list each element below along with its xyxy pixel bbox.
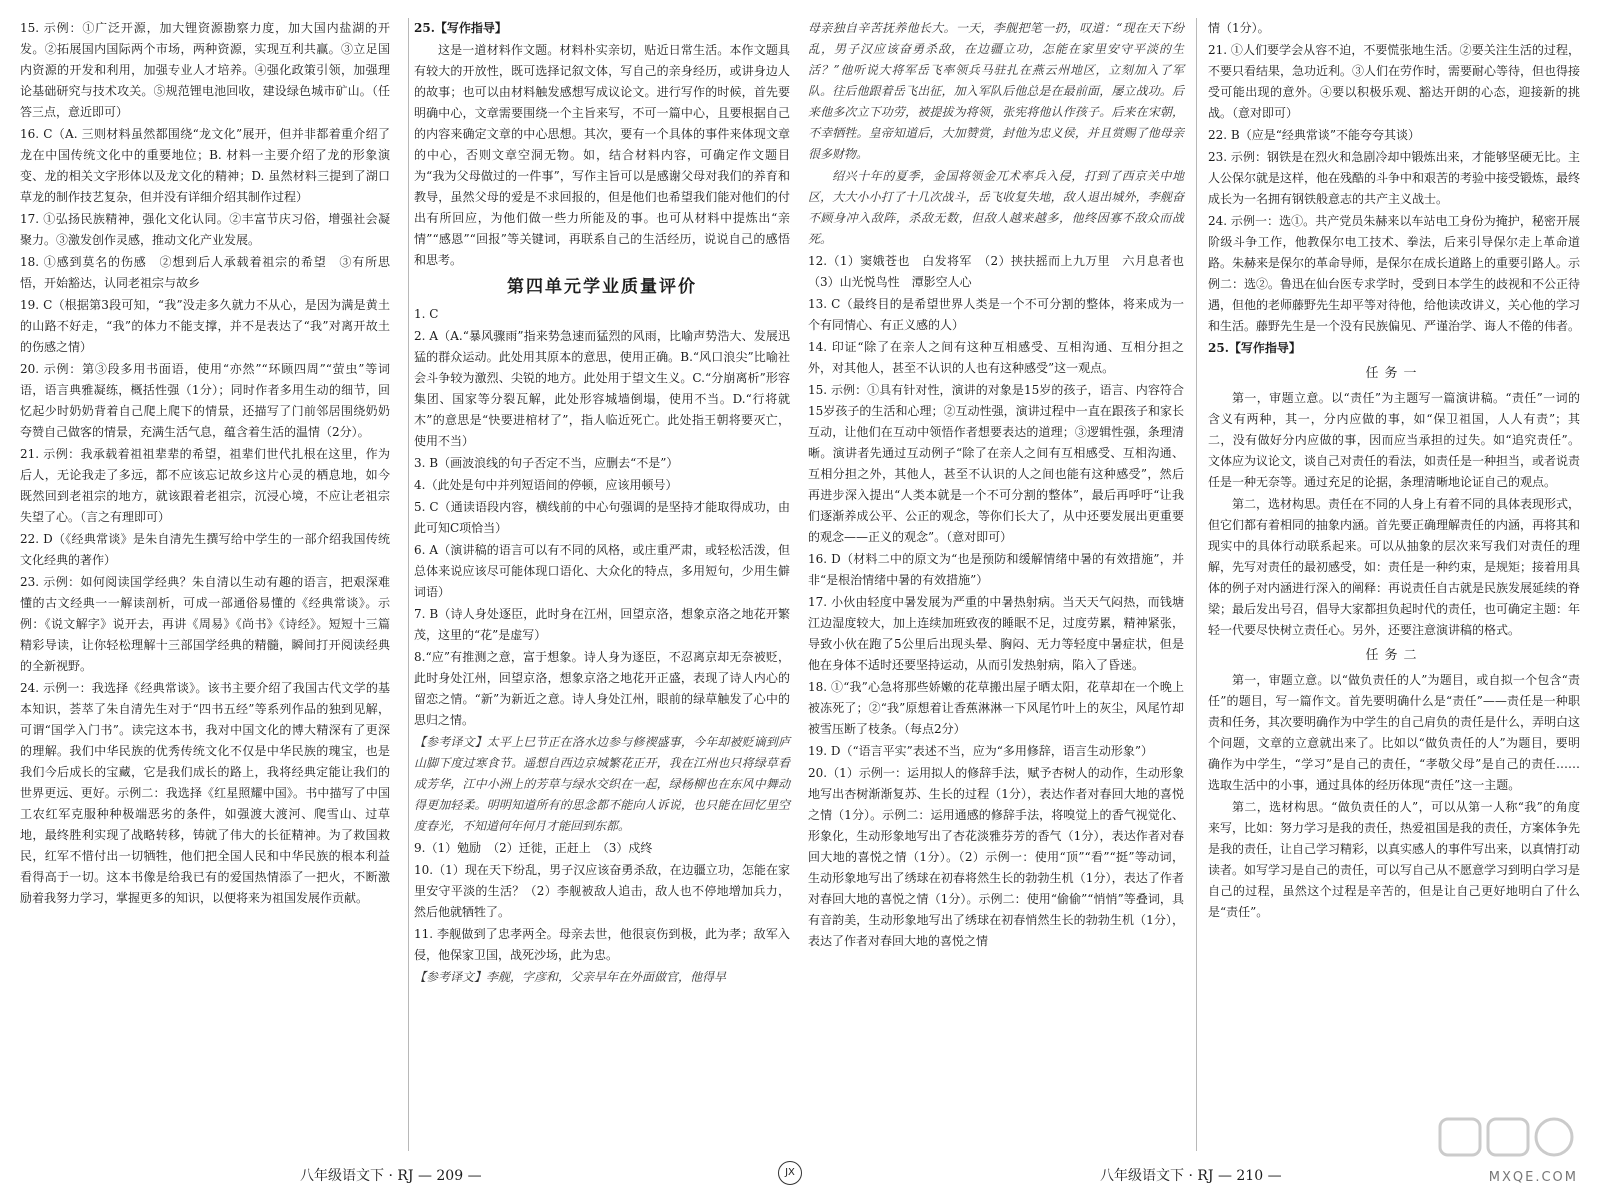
answer-paragraph: 情（1分）。: [1208, 21, 1270, 35]
guidance-paragraph: 第二，选材构思。责任在不同的人身上有着不同的具体表现形式，但它们都有着相同的抽象内涵。首先要正确理解责任的内涵，再将其和现实中的具体行动联系起来。可以从抽象的层次来写我们对责任的理解，先写对责任的最初感受，如：责任是一种约束，是规矩；接着用具体的例子对内涵进行深入的阐释：再说责任自古就是民族发展延续的脊梁；最后发出号召，倡导大家都担负起时代的责任，也可确定主题：年轻一代要尽快树立责任心。另外，还要注意演讲稿的格式。: [1208, 497, 1581, 637]
answer-paragraph: 1. C: [414, 307, 439, 321]
answer-paragraph: 11. 李舰做到了忠孝两全。母亲去世，他很哀伤到极，此为孝；敌军入侵，他保家卫国，战死沙场，此为忠。: [414, 927, 790, 962]
answer-paragraph: 22. B（应是“经典常谈”不能夸夸其谈）: [1208, 128, 1420, 142]
answer-paragraph: 8.“应”有推测之意，富于想象。诗人身为逐臣，不忍离京却无奈被贬，此时身处江州，回望京洛，想象京洛之地花开正盛，表现了诗人内心的留恋之情。“新”为新近之意。诗人身处江州，眼前的绿草触发了心中的思归之情。: [414, 650, 790, 727]
translation-paragraph: 绍兴十年的夏季，金国将领金兀术率兵入侵，打到了西京关中地区，大大小小打了十几次战斗，岳飞收复失地，敌人退出城外，李舰奋不顾身冲入敌阵，杀敌无数，但敌人越来越多，他终因寡不敌众而战死。: [808, 169, 1184, 246]
page-footer-left: 八年级语文下 · RJ — 209 —: [300, 1168, 482, 1184]
translation-paragraph: 母亲独自辛苦抚养他长大。一天，李舰把笔一扔，叹道：“现在天下纷乱，男子汉应该奋勇杀敌，在边疆立功，怎能在家里安守平淡的生活？”他听说大将军岳飞率领兵马驻扎在燕云州地区，立刻加入了军队。往后他跟着岳飞出征，加入军队后他总是在最前面，屡立战功。后来他多次立下功劳，被提拔为将领，张宪将他认作孩子。后来在宋朝，不幸牺牲。皇帝知道后，大加赞赏，封他为忠义侯，并且赏赐了他母亲很多财物。: [808, 21, 1184, 161]
answer-paragraph: 17. 小伙由轻度中暑发展为严重的中暑热射病。当天天气闷热，而钱塘江边湿度较大，加上连续加班致夜的睡眠不足，过度劳累，精神紧张，导致小伙在跑了5公里后出现头晕、胸闷、无力等轻度中暑症状，但是他在身体不适时还要坚持运动，从而引发热射病，陷入了昏迷。: [808, 595, 1184, 672]
answer-paragraph: 3. B（画波浪线的句子否定不当，应删去“不是”）: [414, 456, 679, 470]
guidance-paragraph: 第二，选材构思。“做负责任的人”，可以从第一人称“我”的角度来写，比如：努力学习是我的责任，热爱祖国是我的责任，方案体争先是我的责任，让自己学习精彩，以真实感人的事件写出来，以真情打动读者。如写学习是自己的责任，可以写自己从不愿意学习到明白学习是自己的过程，虽然这个过程是辛苦的，但是让自己更好地明白了什么是“责任”。: [1208, 800, 1581, 919]
column-4: [1208, 18, 1580, 1161]
answer-paragraph: 24. 示例一：我选择《经典常谈》。该书主要介绍了我国古代文学的基本知识，荟萃了朱自清先生对于“四书五经”等系列作品的独到见解，可谓“国学入门书”。读完这本书，我对中国文化的博大精深有了更深的理解。我们中华民族的优秀传统文化不仅是中华民族的瑰宝，也是我们今后成长的宝藏，它是我们成长的路上，我将经典定能让我们的世界更远、更好。示例二：我选择《红星照耀中国》。书中描写了中国工农红军克服种种极端恶劣的条件，如强渡大渡河、爬雪山、过草地，最终胜利实现了战略转移，铸就了伟大的长征精神。为了救国救民，红军不惜付出一切牺牲，他们把全国人民和中华民族的根本利益看得高于一切。这本书像是给我已有的爱国热情添了一把火，不断激励着我努力学习，掌握更多的知识，以便将来为祖国发展作贡献。: [20, 681, 390, 905]
jx-badge: JX: [778, 1161, 802, 1185]
column-divider: [408, 18, 409, 1151]
watermark-text: MXQE.COM: [1488, 1170, 1578, 1185]
answer-paragraph: 5. C（通读语段内容，横线前的中心句强调的是坚持才能取得成功，由此可知C项恰当）: [414, 500, 790, 535]
translation-paragraph: 【参考译文】李舰，字彦和，父亲早年在外面做官，他得早: [414, 970, 727, 984]
answer-paragraph: 9.（1）勉励 （2）迁徙，正赶上 （3）戍终: [414, 841, 653, 855]
answer-paragraph: 21. ①人们要学会从容不迫，不要慌张地生活。②要关注生活的过程，不要只看结果，急功近利。③人们在劳作时，需要耐心等待，但也得接受可能出现的意外。④要以积极乐观、豁达开朗的心态，迎接新的挑战。（意对即可）: [1208, 43, 1581, 120]
answer-paragraph: 15. 示例：①具有针对性，演讲的对象是15岁的孩子，语言、内容符合15岁孩子的生活和心理；②互动性强，演讲过程中一直在跟孩子和家长互动，让他们在互动中领悟作者想要表达的道理；③逻辑性强，条理清晰。演讲者先通过互动例子“除了在亲人之间有互相感受、互相沟通、互相分担之外，其他人，甚至不认识的人之间也能有这种感受”，然后再进步深入提出“人类本就是一个不可分割的整体”，最后再呼吁“让我们逐渐养成公平、公正的观念，等你们长大了，从中还要发展出更重要的观念——正义的观念”。（意对即可）: [808, 383, 1184, 544]
column-1: [20, 18, 390, 1161]
guidance-paragraph: 这是一道材料作文题。材料朴实亲切，贴近日常生活。本作文题具有较大的开放性，既可选择记叙文体，写自己的亲身经历，或讲身边人的故事；也可以由材料触发感想写成议论文。进行写作的时候，首先要明确中心，文章需要围绕一个主旨来写，不可一篇中心，且要根据自己的内容来确定文章的中心思想。其次，要有一个具体的事件来体现文章的中心，否则文章空洞无物。如，结合材料内容，可确定作文题目为“我为父母做过的一件事”，写作主旨可以是感谢父母对我们的养育和教导，虽然父母的爱是不求回报的，但是他们也希望我们能对他们的付出有所回应，为他们做一些力所能及的事。也可从材料中提炼出“亲情”“感恩”“回报”等关键词，再联系自己的生活经历，说说自己的感悟和思考。: [414, 43, 790, 267]
answer-paragraph: 2. A（A.“暴风骤雨”指来势急速而猛烈的风雨，比喻声势浩大、发展迅猛的群众运动。此处用其原本的意思，使用正确。B.“风口浪尖”比喻社会斗争较为激烈、尖锐的地方。此处用于望文生义。C.“分崩离析”形容集团、国家等分裂瓦解，此处形容城墙倒塌，使用不当。D.“行将就木”的意思是“快要进棺材了”，指人临近死亡。此处指王朝将要灭亡，使用不当）: [414, 329, 790, 448]
right-page: [808, 18, 1580, 1161]
column-3: [808, 18, 1197, 1161]
answer-paragraph: 19. C（根据第3段可知，“我”没走多久就力不从心，是因为满是黄土的山路不好走，“我”的体力不能支撑，并不是表达了“我”对离开故土的伤感之情）: [20, 298, 390, 354]
answer-paragraph: 17. ①弘扬民族精神，强化文化认同。②丰富节庆习俗，增强社会凝聚力。③激发创作灵感，推动文化产业发展。: [20, 212, 390, 247]
task-heading: 任务二: [1365, 648, 1423, 663]
answer-paragraph: 18. ①“我”心急将那些娇嫩的花草搬出屋子晒太阳，花草却在一个晚上被冻死了；②“我”原想着让香蕉淋淋一下风尾竹叶上的灰尘，风尾竹却被雪压断了枝条。（每点2分）: [808, 680, 1184, 736]
answer-paragraph: 20.（1）示例一：运用拟人的修辞手法，赋予杏树人的动作，生动形象地写出杏树渐渐复苏、生长的过程（1分），表达作者对春回大地的喜悦之情（1分）。示例二：运用通感的修辞手法，将嗅觉上的香气视觉化、形象化，生动形象地写出了杏花淡雅芬芳的香气（1分），表达作者对春回大地的喜悦之情（1分）。（2）示例一：使用“顶”“看”“挺”等动词，生动形象地写出了绣球在初春将然生长的勃勃生机（1分），表达了作者对春回大地的喜悦之情（1分）。示例二：使用“偷偷”“悄悄”等叠词，具有音韵美，生动形象地写出了绣球在初春悄然生长的勃勃生机（1分），表达了作者对春回大地的喜悦之情: [808, 766, 1184, 948]
answer-paragraph: 10.（1）现在天下纷乱，男子汉应该奋勇杀敌，在边疆立功，怎能在家里安守平淡的生活？（2）李舰被敌人追击，敌人也不停地增加兵力，然后他就牺牲了。: [414, 863, 790, 919]
answer-paragraph: 24. 示例一：选①。共产党员朱赫来以车站电工身份为掩护，秘密开展阶级斗争工作，他教保尔电工技术、拳法，后来引导保尔走上革命道路。朱赫来是保尔的革命导师，是保尔在成长道路上的重要引路人。示例二：选②。鲁迅在仙台医专求学时，受到日本学生的歧视和不公正待遇，但他的老师藤野先生却平等对待他，给他读改讲义，关心他的学习和生活。藤野先生是一个没有民族偏见、严谨治学、诲人不倦的伟者。: [1208, 214, 1581, 333]
left-page: [20, 18, 798, 1161]
answer-paragraph: 12.（1）窦娥苍也 白发将军 （2）挟扶摇而上九万里 六月息者也 （3）山光悦鸟性 潭影空人心: [808, 254, 1197, 289]
section-tag: 25.【写作指导】: [414, 21, 507, 35]
answer-paragraph: 20. 示例：第③段多用书面语，使用“亦然”“环顾四周”“萤虫”等词语，语言典雅凝练，概括性强（1分）；同时作者多用生动的细节，回忆起少时奶奶背着自己爬上爬下的情景，还描写了门前邻居围绕奶奶夸赞自己做客的情景，充满生活气息，蕴含着生活的温情（2分）。: [20, 362, 390, 439]
guidance-paragraph: 第一，审题立意。以“责任”为主题写一篇演讲稿。“责任”一词的含义有两种，其一，分内应做的事，如“保卫祖国，人人有责”；其二，没有做好分内应做的事，因而应当承担的过失。如“追究责任”。文体应为议论文，谈自己对责任的看法，如责任是一种担当，或者说责任是一种无奈等。通过充足的论据，条理清晰地论证自己的观点。: [1208, 391, 1581, 489]
answer-paragraph: 4.（此处是句中并列短语间的停顿，应该用顿号）: [414, 478, 678, 492]
answer-paragraph: 14. 印证“除了在亲人之间有这种互相感受、互相沟通、互相分担之外，对其他人，甚至不认识的人也有这种感受”这一观点。: [808, 340, 1184, 375]
page-footer-right: 八年级语文下 · RJ — 210 —: [1100, 1168, 1282, 1184]
watermark-logo-icon: [1432, 1113, 1582, 1177]
task-heading: 任务一: [1365, 366, 1423, 381]
answer-paragraph: 23. 示例：如何阅读国学经典？朱自清以生动有趣的语言，把艰深难懂的古文经典一一解读剖析，可成一部通俗易懂的《经典常谈》。示例：《说文解字》说开去，再讲《周易》《尚书》《诗经》。短短十三篇精彩导读，让你轻松理解十三部国学经典的精髓，瞬间打开阅读经典的全新视野。: [20, 575, 390, 673]
answer-paragraph: 7. B（诗人身处逐臣，此时身在江州，回望京洛，想象京洛之地花开繁茂，这里的“花”是虚写）: [414, 607, 790, 642]
translation-paragraph: 【参考译文】太平上巳节正在洛水边参与修禊盛事，今年却被贬谪到庐山脚下度过寒食节。遥想自西边京城繁花正开，我在江州也只将绿草看成芳华，江中小洲上的芳草与绿水交织在一起，绿杨柳也在东风中舞动得更加轻柔。明明知道所有的思念都不能向人诉说，也只能在回忆里空度春光，不知道何年何月才能回到东都。: [414, 735, 790, 833]
section-tag: 25.【写作指导】: [1208, 341, 1301, 355]
answer-paragraph: 23. 示例：钢铁是在烈火和急剧冷却中锻炼出来，才能够坚硬无比。主人公保尔就是这样，他在残酷的斗争中和艰苦的考验中接受锻炼，最终成长为一名拥有钢铁般意志的共产主义战士。: [1208, 150, 1581, 206]
answer-paragraph: 6. A（演讲稿的语言可以有不同的风格，或庄重严肃，或轻松活泼，但总体来说应该尽可能体现口语化、大众化的特点，多用短句，少用生僻词语）: [414, 543, 790, 599]
answer-paragraph: 13. C（最终目的是希望世界人类是一个不可分割的整体，将来成为一个有同情心、有正义感的人）: [808, 297, 1184, 332]
column-2: [414, 18, 790, 1161]
answer-paragraph: 16. D（材料二中的原文为“也是预防和缓解情绪中暑的有效措施”，并非“是根治情绪中暑的有效措施”）: [808, 552, 1184, 587]
answer-paragraph: 18. ①感到莫名的伤感 ②想到后人承载着祖宗的希望 ③有所思悟，开始豁达，认同老祖宗与故乡: [20, 255, 390, 290]
answer-paragraph: 16. C（A. 三则材料虽然都围绕“龙文化”展开，但并非都着重介绍了龙在中国传统文化中的重要地位；B. 材料一主要介绍了龙的形象演变、龙的相关文字形体以及龙文化的精神；D. 虽然材料三提到了湖口草龙的制作技艺复杂，但并没有详细介绍其制作过程）: [20, 127, 390, 204]
section-title: 第四单元学业质量评价: [507, 277, 697, 297]
answer-paragraph: 15. 示例：①广泛开源，加大锂资源勘察力度，加大国内盐湖的开发。②拓展国内国际两个市场，两种资源，实现互利共赢。③立足国内资源的开发和利用，加强专业人才培养。④强化政策引领，加强理论基础研究与技术攻关。⑤规范锂电池回收，建设绿色城市矿山。（任答三点，意近即可）: [20, 21, 390, 119]
answer-paragraph: 19. D（“语言平实”表述不当，应为“多用修辞，语言生动形象”）: [808, 744, 1154, 758]
answer-paragraph: 21. 示例：我承载着祖祖辈辈的希望，祖辈们世代扎根在这里，作为后人，无论我走了多远，都不应该忘记故乡这片心灵的栖息地，如今既然回到老祖宗的地方，就该跟着老祖宗，沉浸心境，不应让老祖宗失望了心。（言之有理即可）: [20, 447, 390, 524]
guidance-paragraph: 第一，审题立意。以“做负责任的人”为题目，或自拟一个包含“责任”的题目，写一篇作文。首先要明确什么是“责任”——责任是一种职责和任务，其次要明确作为中学生的自己肩负的责任是什么，弄明白这个问题，文章的立意就出来了。比如以“做负责任的人”为题目，要明确作为中学生，“学习”是自己的责任，“孝敬父母”是自己的责任……选取生活中的小事，通过具体的经历体现“责任”这一主题。: [1208, 673, 1581, 792]
answer-paragraph: 22. D（《经典常谈》是朱自清先生撰写给中学生的一部介绍我国传统文化经典的著作）: [20, 532, 390, 567]
